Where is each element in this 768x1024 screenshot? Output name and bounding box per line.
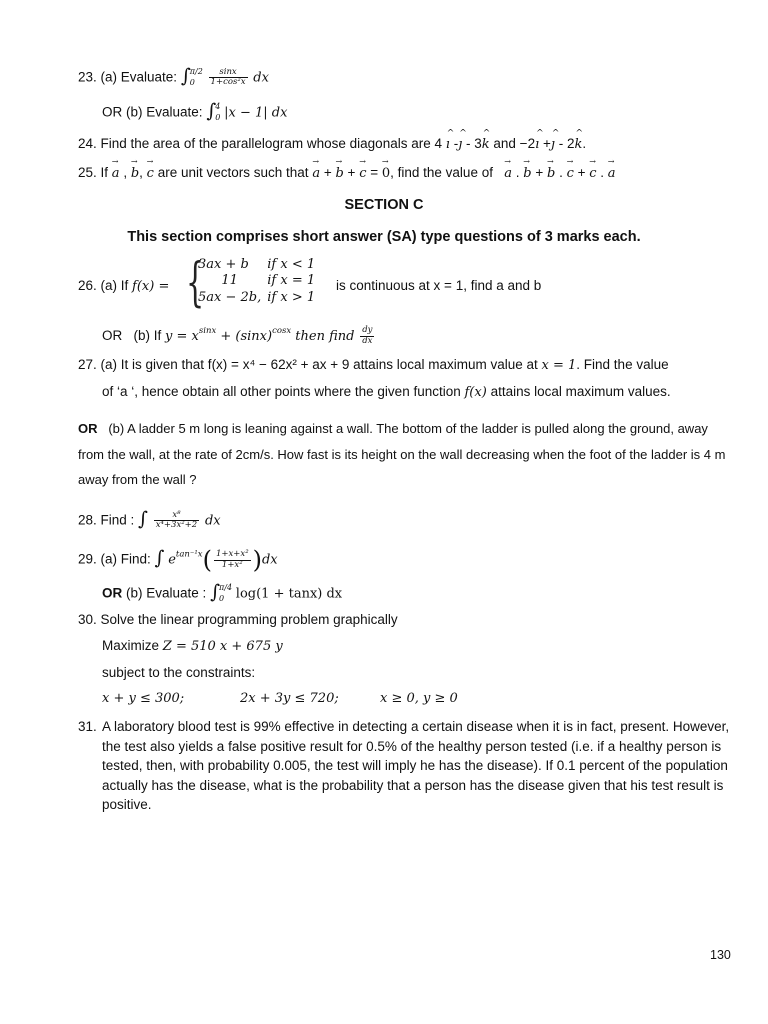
q23a: 23. (a) Evaluate: ∫ π/2 0 $\frac{\sin x}{\text{1+cos²x}}$ dx: [78, 65, 269, 88]
q29b: OR (b) Evaluate : ∫ π/4 0 log(1 + tanx) dx: [102, 581, 343, 603]
q30-c1: x + y ≤ 300;: [102, 691, 185, 706]
q30-maximize: Maximize Z = 510 x + 675 y: [102, 638, 283, 654]
q29a: 29. (a) Find: ∫ $e^{tan^{-1}x}$( $\frac{\text{1+x+x²}}{\text{1+x²}}$ )dx: [78, 546, 278, 574]
piecewise-brace: {: [186, 253, 205, 313]
q31-number: 31.: [78, 719, 97, 734]
q26a-suffix: is continuous at x = 1, find a and b: [336, 278, 542, 293]
section-subtitle: This section comprises short answer (SA) type questions of 3 marks each.: [127, 229, 641, 245]
q27b: OR (b) A ladder 5 m long is leaning against a wall. The bottom of the ladder is pulled along the ground, away from the wall, at the rate of 2cm/s. How fast is its height on the wall decreasing when the foot of the ladder is 4 m away from the wall ?: [78, 421, 726, 487]
q28: 28. Find : ∫ $\frac{\text{x⁸}}{\text{x⁴+3x²+2}}$ dx: [78, 508, 221, 531]
q27a-line1: 27. (a) It is given that f(x) = x⁴ − 62x² + ax + 9 attains local maximum value at x = 1. Find the value: [78, 357, 669, 373]
q26b: OR (b) If $y = x^{sinx} + (\sin x)^{cosx}$ then find $\frac{dy}{dx}$: [102, 325, 373, 346]
q31-text: A laboratory blood test is 99% effective in detecting a certain disease when it is in fact, present. However, the test also yields a false positive result for 0.5% of the healthy person tested (i.e. if a healthy person is tested, then, with probability 0.005, the test will imply he has the disease). If 0.1 percent of the population actually has the disease, what is the probability that a person has the disease given that his test result is positive.: [102, 719, 730, 812]
q25: 25. If → a , → b, → c are unit vectors such that → a + → b + → c = → 0, find the value of → a . → b + → b . → c + → c . → a: [78, 165, 616, 182]
q27a-line2: of ‘a ‘, hence obtain all other points where the given function f(x) attains local maximum values.: [102, 384, 671, 400]
page-number: 130: [710, 948, 731, 962]
q30-c3: x ≥ 0, y ≥ 0: [380, 691, 458, 706]
piecewise-table: 3ax + b if x < 1 11 if x = 1 5ax − 2b, if x > 1: [198, 257, 316, 305]
q24: 24. Find the area of the parallelogram whose diagonals are 4 ^ ı -^ ȷ - 3^ k and −2^ ı +^ ȷ - 2^ k.: [78, 136, 586, 153]
q26a-prefix: 26. (a) If f(x) =: [78, 278, 170, 294]
q30-subject: subject to the constraints:: [102, 665, 256, 680]
q30-line1: 30. Solve the linear programming problem graphically: [78, 612, 398, 627]
q23b: OR (b) Evaluate: ∫ 4 0 |x − 1| dx: [102, 100, 288, 122]
q30-c2: 2x + 3y ≤ 720;: [240, 691, 339, 706]
section-title: SECTION C: [344, 197, 424, 213]
